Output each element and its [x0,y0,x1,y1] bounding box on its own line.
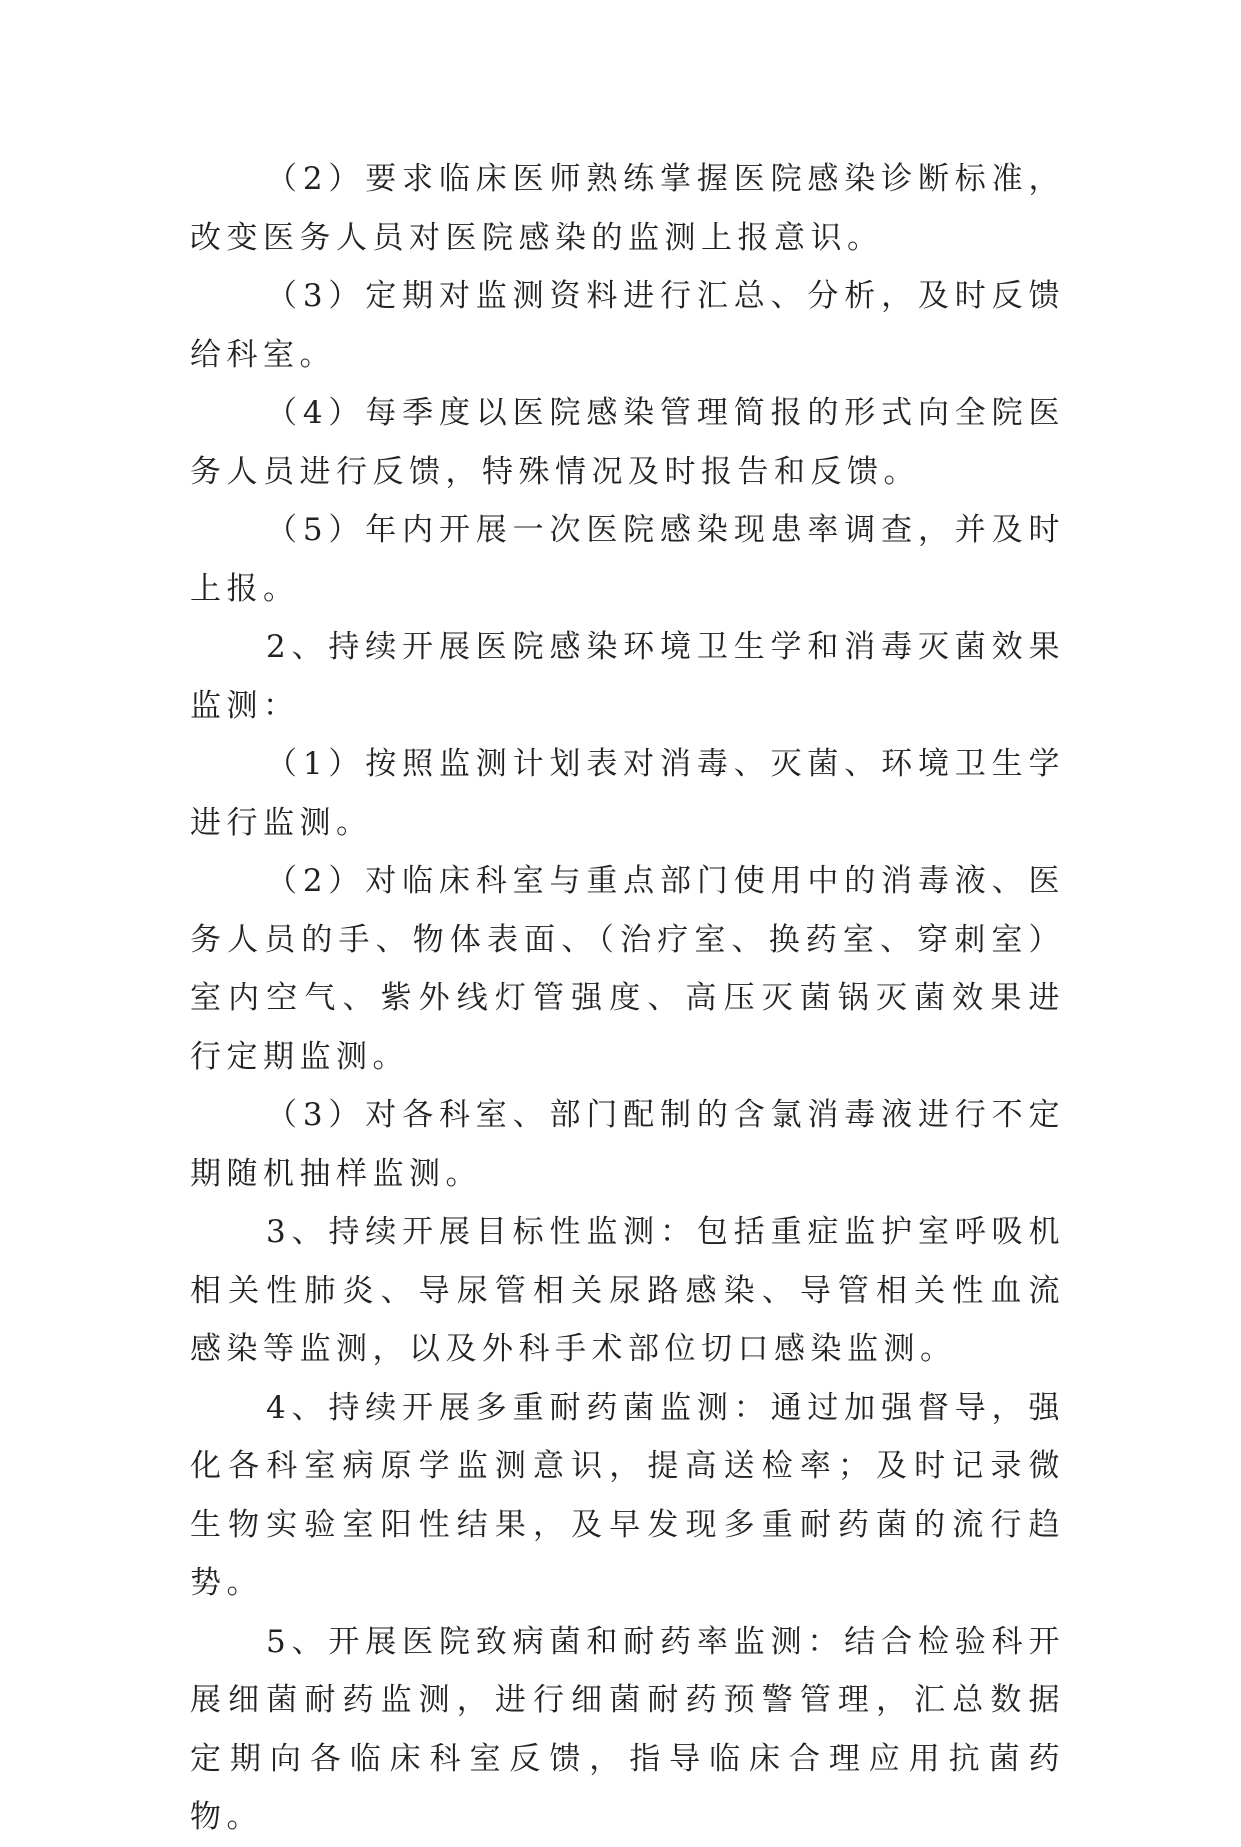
document-body [190,150,1065,1847]
paragraph: （1）按照监测计划表对消毒、灭菌、环境卫生学进行监测。 [190,746,1065,841]
paragraph: （5）年内开展一次医院感染现患率调查，并及时上报。 [190,512,1065,607]
paragraph: 2、持续开展医院感染环境卫生学和消毒灭菌效果监测： [190,629,1065,724]
paragraph: （3）对各科室、部门配制的含氯消毒液进行不定期随机抽样监测。 [190,1097,1065,1192]
paragraph: 3、持续开展目标性监测：包括重症监护室呼吸机相关性肺炎、导尿管相关尿路感染、导管相关性血流感染等监测，以及外科手术部位切口感染监测。 [190,1214,1065,1367]
paragraph: （2）对临床科室与重点部门使用中的消毒液、医务人员的手、物体表面、（治疗室、换药室、穿刺室）室内空气、紫外线灯管强度、高压灭菌锅灭菌效果进行定期监测。 [190,863,1065,1075]
paragraph: （3）定期对监测资料进行汇总、分析，及时反馈给科室。 [190,278,1065,373]
paragraph: （4）每季度以医院感染管理简报的形式向全院医务人员进行反馈，特殊情况及时报告和反馈。 [190,395,1065,490]
paragraph: 4、持续开展多重耐药菌监测：通过加强督导，强化各科室病原学监测意识，提高送检率；及时记录微生物实验室阳性结果，及早发现多重耐药菌的流行趋势。 [190,1389,1065,1601]
paragraph: 5、开展医院致病菌和耐药率监测：结合检验科开展细菌耐药监测，进行细菌耐药预警管理，汇总数据定期向各临床科室反馈，指导临床合理应用抗菌药物。 [190,1623,1065,1835]
paragraph: （2）要求临床医师熟练掌握医院感染诊断标准，改变医务人员对医院感染的监测上报意识。 [190,161,1065,256]
